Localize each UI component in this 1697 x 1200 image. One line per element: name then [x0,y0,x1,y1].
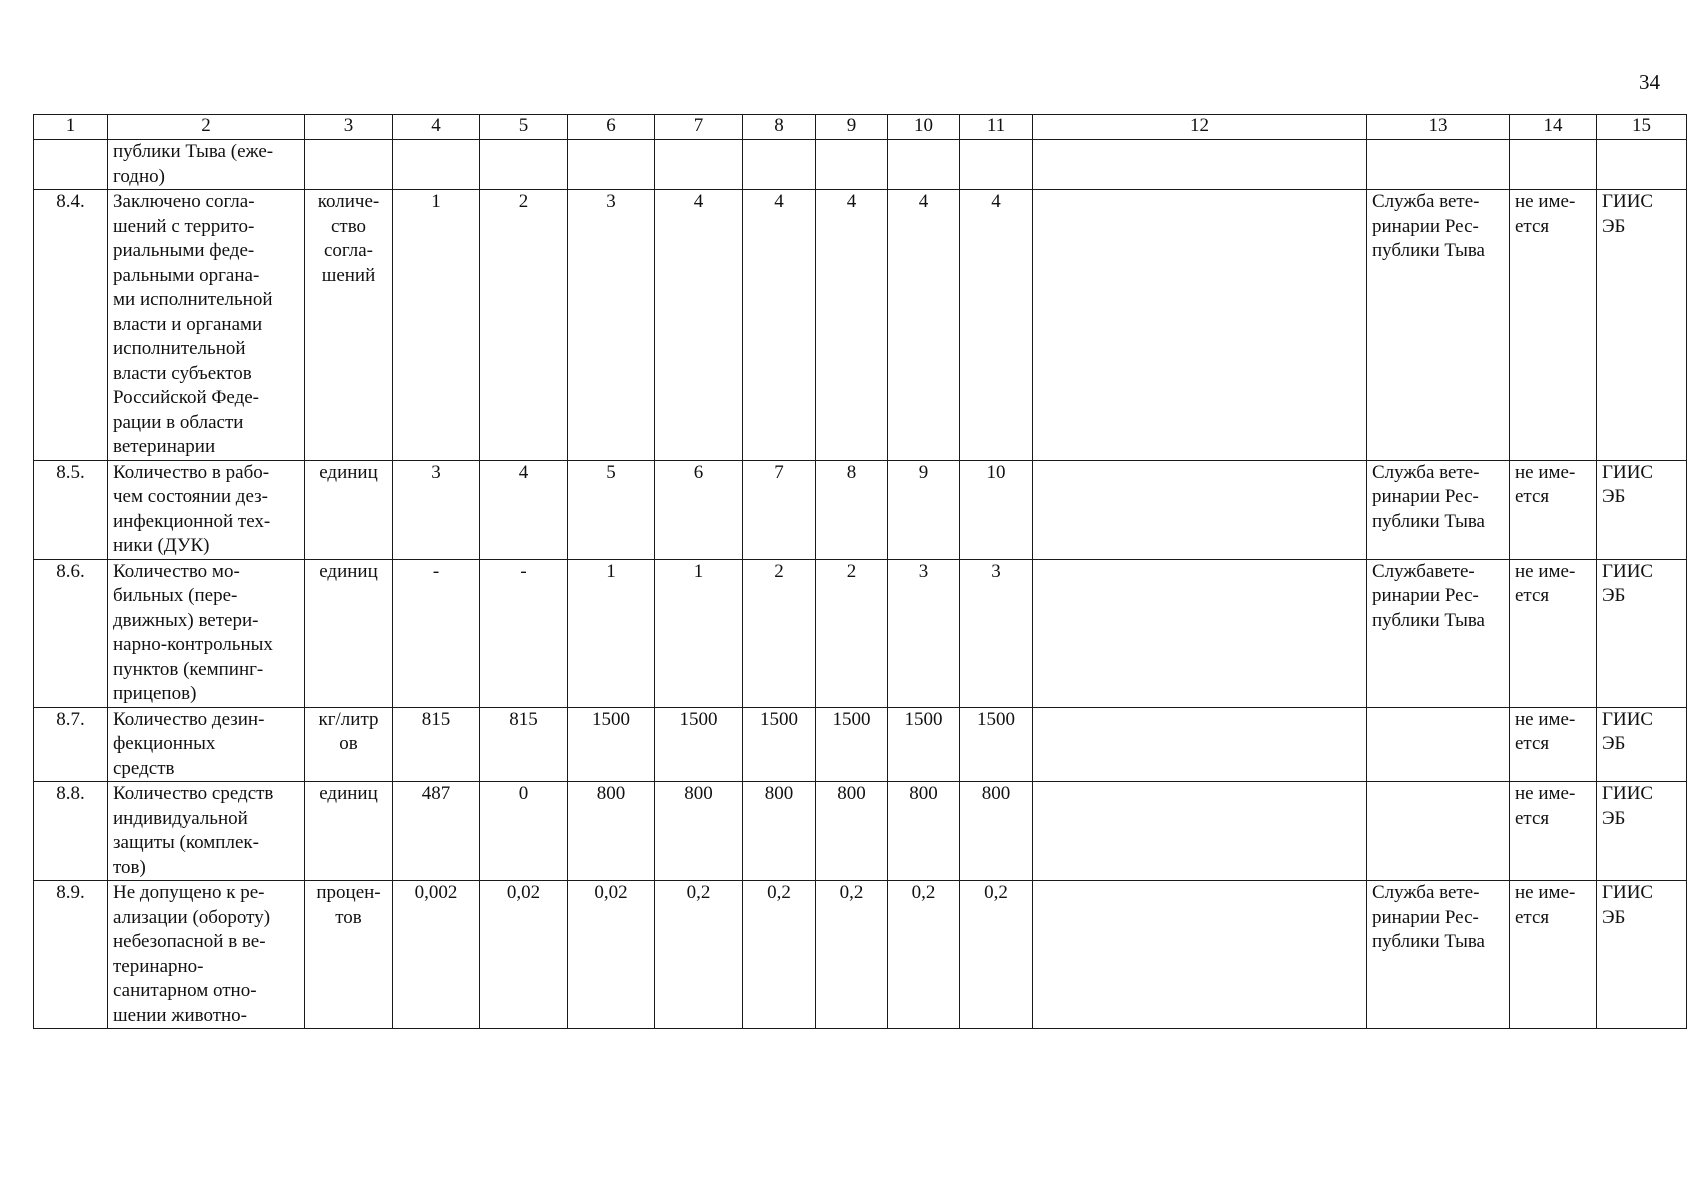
column-14-cell: не име- ется [1510,559,1597,707]
value-cell-7: 1500 [655,707,743,782]
value-cell-5: - [480,559,568,707]
responsible-cell [1367,782,1510,881]
unit-cell: единиц [305,460,393,559]
column-12-cell [1033,707,1367,782]
unit-cell: количе- ство согла- шений [305,190,393,461]
value-cell-6: 800 [568,782,655,881]
column-number-row [34,115,1687,140]
table-row [34,460,1687,559]
table-row [34,190,1687,461]
column-header: 7 [655,115,743,140]
column-header: 10 [888,115,960,140]
row-number-cell: 8.6. [34,559,108,707]
value-cell-7: 1 [655,559,743,707]
value-cell-11: 3 [960,559,1033,707]
value-cell-9: 8 [816,460,888,559]
column-header: 11 [960,115,1033,140]
table-row [34,707,1687,782]
indicator-name-cell: Не допущено к ре- ализации (обороту) небезопасной в ве- теринарно- санитарном отно- шении животно- [108,881,305,1029]
indicators-table [33,114,1687,1029]
column-header: 6 [568,115,655,140]
responsible-cell [1367,707,1510,782]
column-header: 1 [34,115,108,140]
page-number: 34 [1639,70,1660,94]
column-14-cell [1510,140,1597,190]
table-body [34,115,1687,1029]
column-header: 5 [480,115,568,140]
row-number-cell: 8.7. [34,707,108,782]
responsible-cell [1367,140,1510,190]
value-cell-9: 0,2 [816,881,888,1029]
column-14-cell: не име- ется [1510,460,1597,559]
value-cell-5: 0 [480,782,568,881]
row-number-cell: 8.4. [34,190,108,461]
column-header: 2 [108,115,305,140]
value-cell-10: 3 [888,559,960,707]
value-cell-7: 4 [655,190,743,461]
value-cell-7: 0,2 [655,881,743,1029]
column-14-cell: не име- ется [1510,782,1597,881]
column-14-cell: не име- ется [1510,190,1597,461]
value-cell-11: 4 [960,190,1033,461]
information-system-cell: ГИИС ЭБ [1597,707,1687,782]
information-system-cell: ГИИС ЭБ [1597,559,1687,707]
responsible-cell: Служба вете- ринарии Рес- публики Тыва [1367,190,1510,461]
value-cell-5 [480,140,568,190]
value-cell-6: 3 [568,190,655,461]
row-number-cell: 8.9. [34,881,108,1029]
value-cell-10: 800 [888,782,960,881]
table-row [34,881,1687,1029]
value-cell-5: 4 [480,460,568,559]
unit-cell: процен- тов [305,881,393,1029]
column-12-cell [1033,460,1367,559]
value-cell-10: 1500 [888,707,960,782]
unit-cell: кг/литр ов [305,707,393,782]
value-cell-8: 1500 [743,707,816,782]
value-cell-6: 1 [568,559,655,707]
table-row [34,140,1687,190]
value-cell-5: 2 [480,190,568,461]
information-system-cell: ГИИС ЭБ [1597,460,1687,559]
value-cell-11: 1500 [960,707,1033,782]
value-cell-8: 800 [743,782,816,881]
information-system-cell: ГИИС ЭБ [1597,782,1687,881]
value-cell-8: 7 [743,460,816,559]
value-cell-10: 0,2 [888,881,960,1029]
value-cell-4 [393,140,480,190]
column-header: 12 [1033,115,1367,140]
value-cell-6 [568,140,655,190]
value-cell-11: 0,2 [960,881,1033,1029]
column-header: 8 [743,115,816,140]
responsible-cell: Службавете- ринарии Рес- публики Тыва [1367,559,1510,707]
value-cell-4: 815 [393,707,480,782]
column-header: 14 [1510,115,1597,140]
value-cell-9: 4 [816,190,888,461]
column-12-cell [1033,782,1367,881]
value-cell-4: 0,002 [393,881,480,1029]
value-cell-4: 1 [393,190,480,461]
value-cell-6: 0,02 [568,881,655,1029]
value-cell-7: 800 [655,782,743,881]
value-cell-10: 9 [888,460,960,559]
unit-cell: единиц [305,782,393,881]
information-system-cell: ГИИС ЭБ [1597,190,1687,461]
column-header: 15 [1597,115,1687,140]
responsible-cell: Служба вете- ринарии Рес- публики Тыва [1367,460,1510,559]
information-system-cell [1597,140,1687,190]
column-12-cell [1033,881,1367,1029]
column-header: 9 [816,115,888,140]
column-14-cell: не име- ется [1510,881,1597,1029]
value-cell-9: 800 [816,782,888,881]
value-cell-4: 3 [393,460,480,559]
value-cell-8 [743,140,816,190]
table-row [34,782,1687,881]
unit-cell [305,140,393,190]
indicator-name-cell: Количество средств индивидуальной защиты (комплек- тов) [108,782,305,881]
value-cell-9 [816,140,888,190]
column-header: 4 [393,115,480,140]
column-12-cell [1033,559,1367,707]
value-cell-10 [888,140,960,190]
value-cell-5: 0,02 [480,881,568,1029]
value-cell-4: 487 [393,782,480,881]
indicator-name-cell: Количество в рабо- чем состоянии дез- инфекционной тех- ники (ДУК) [108,460,305,559]
value-cell-8: 4 [743,190,816,461]
responsible-cell: Служба вете- ринарии Рес- публики Тыва [1367,881,1510,1029]
value-cell-7 [655,140,743,190]
column-header: 13 [1367,115,1510,140]
column-12-cell [1033,140,1367,190]
value-cell-5: 815 [480,707,568,782]
information-system-cell: ГИИС ЭБ [1597,881,1687,1029]
indicator-name-cell: Количество мо- бильных (пере- движных) ветери- нарно-контрольных пунктов (кемпинг- прицепов) [108,559,305,707]
value-cell-11: 800 [960,782,1033,881]
row-number-cell [34,140,108,190]
row-number-cell: 8.8. [34,782,108,881]
indicator-name-cell: публики Тыва (еже- годно) [108,140,305,190]
unit-cell: единиц [305,559,393,707]
value-cell-8: 0,2 [743,881,816,1029]
value-cell-11: 10 [960,460,1033,559]
value-cell-4: - [393,559,480,707]
value-cell-7: 6 [655,460,743,559]
value-cell-9: 1500 [816,707,888,782]
value-cell-8: 2 [743,559,816,707]
column-12-cell [1033,190,1367,461]
value-cell-6: 1500 [568,707,655,782]
row-number-cell: 8.5. [34,460,108,559]
value-cell-11 [960,140,1033,190]
table-row [34,559,1687,707]
indicator-name-cell: Количество дезин- фекционных средств [108,707,305,782]
value-cell-9: 2 [816,559,888,707]
column-14-cell: не име- ется [1510,707,1597,782]
value-cell-6: 5 [568,460,655,559]
indicator-name-cell: Заключено согла- шений с террито- риальными феде- ральными органа- ми исполнительной власти и органами исполнительной власти субъектов Российской Феде- рации в области ветеринарии [108,190,305,461]
column-header: 3 [305,115,393,140]
value-cell-10: 4 [888,190,960,461]
